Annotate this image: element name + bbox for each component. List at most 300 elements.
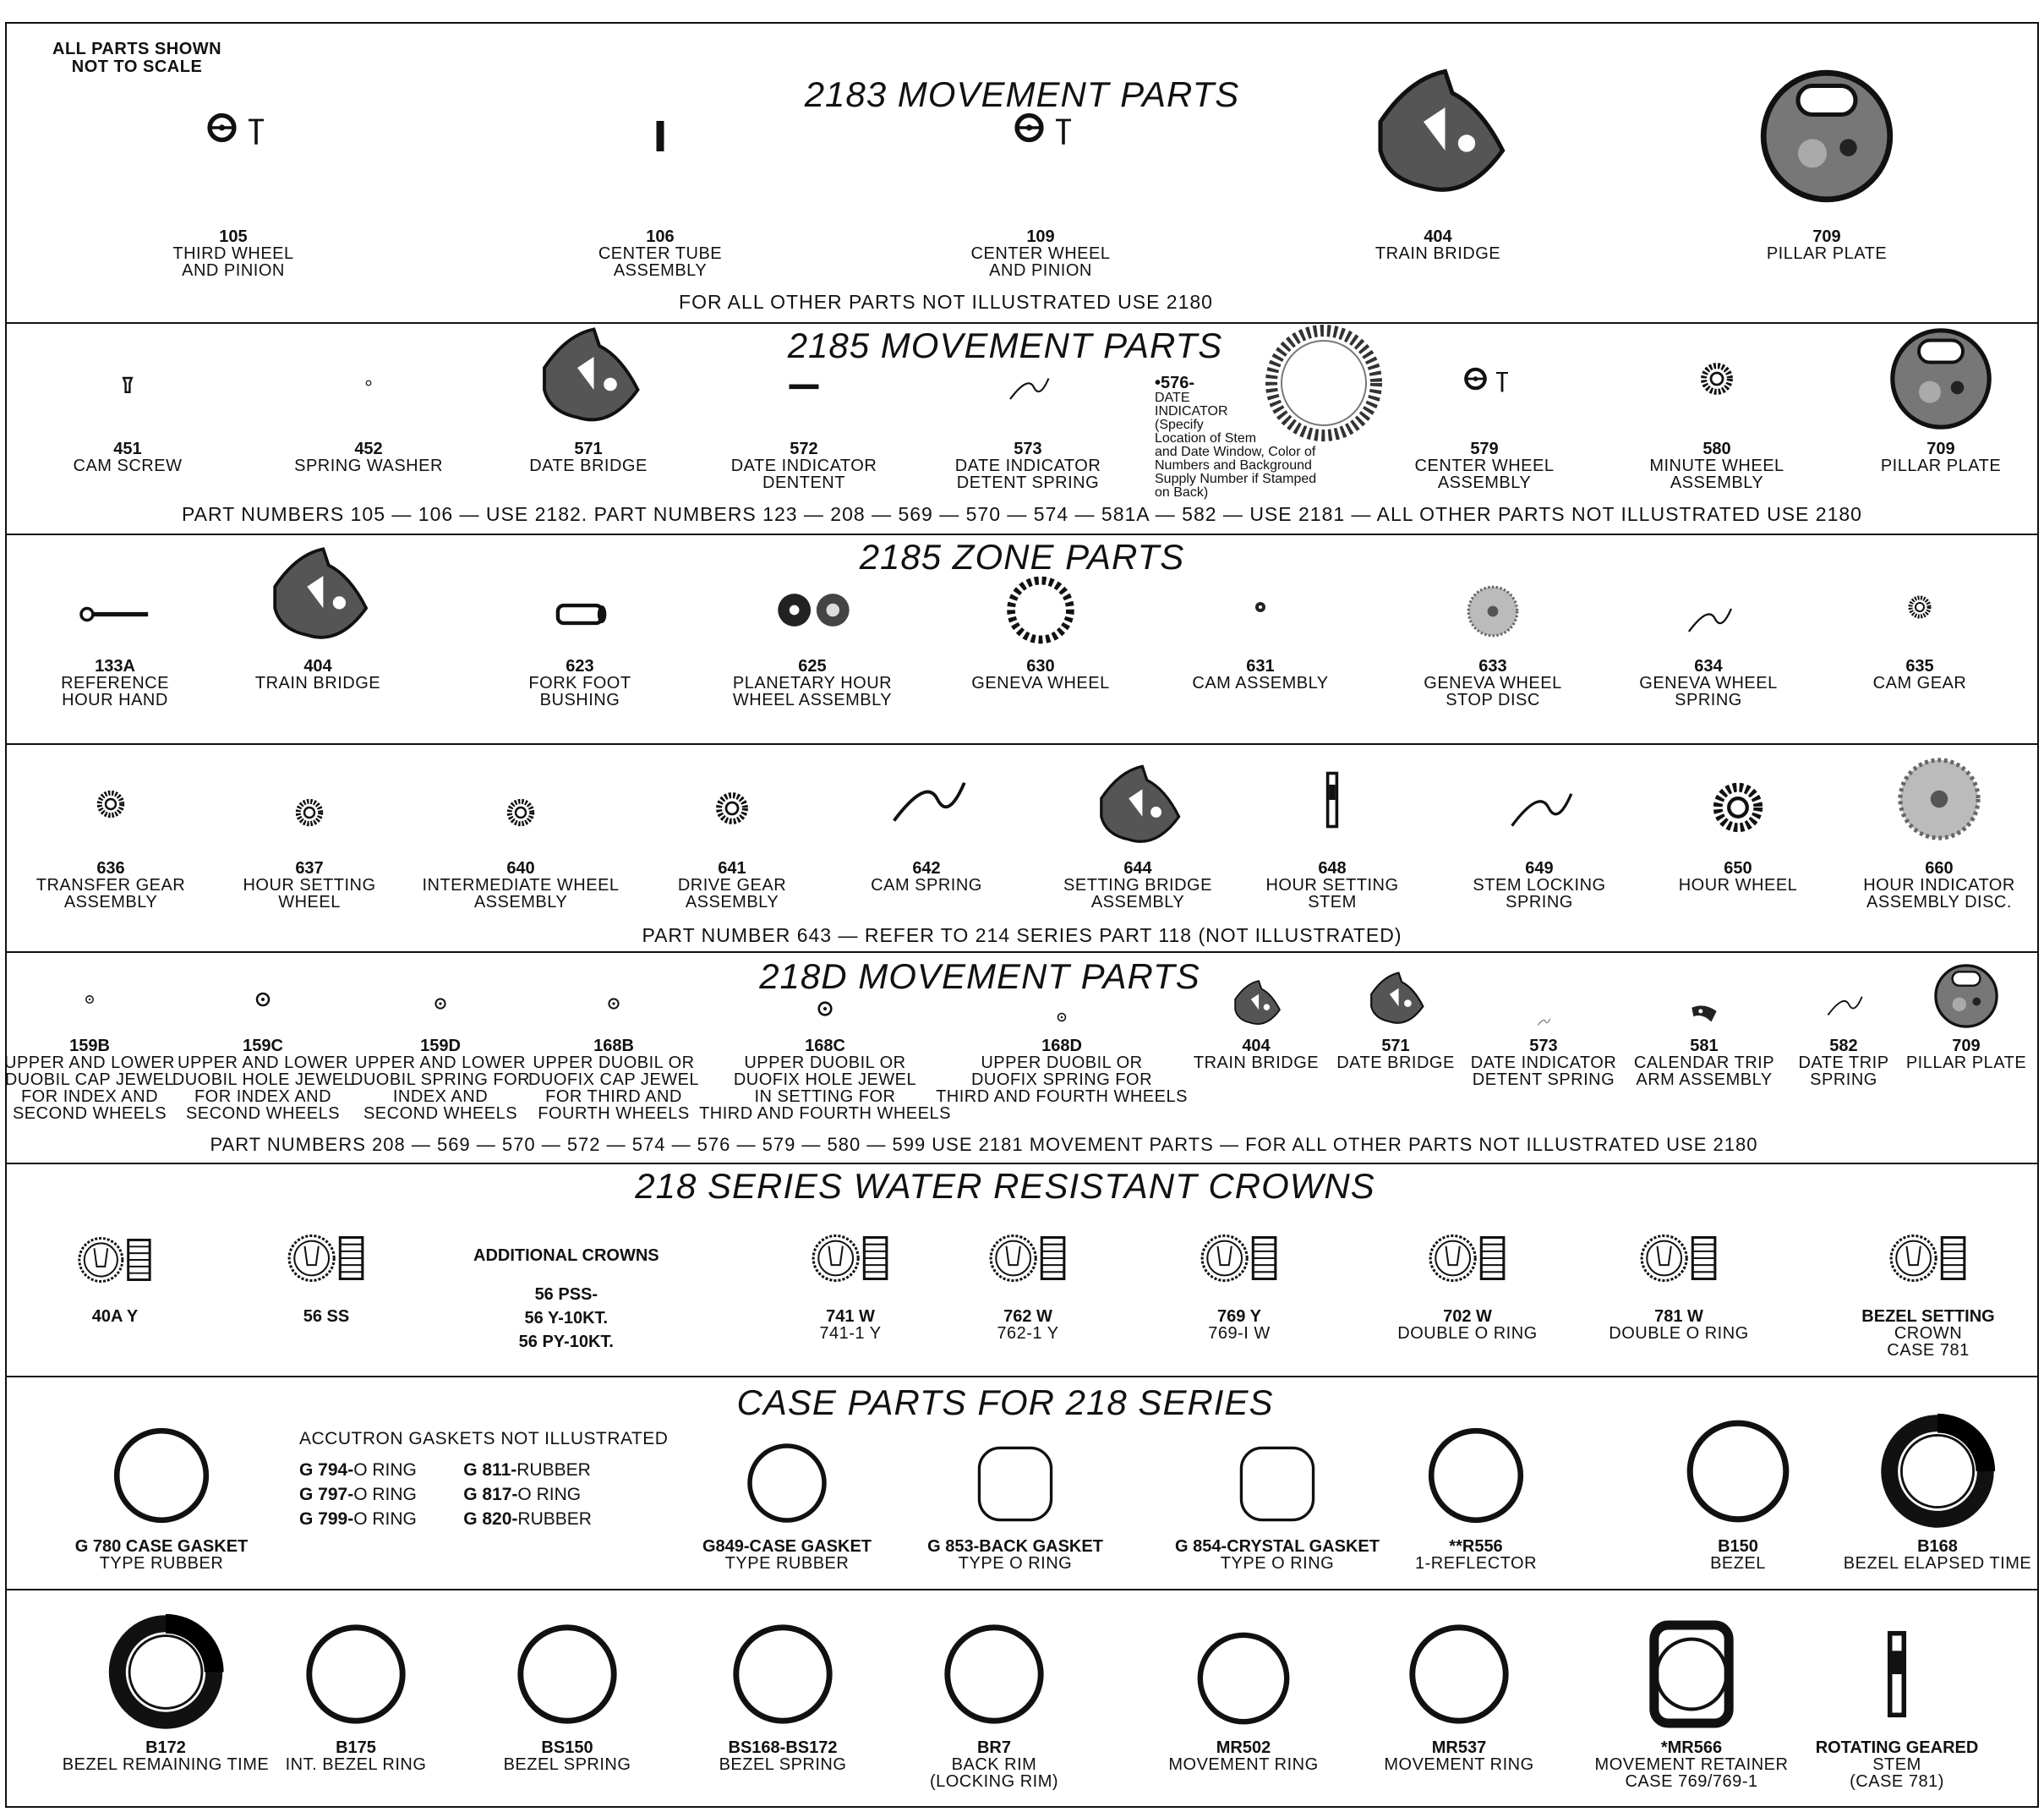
part-description: DETENT SPRING xyxy=(1472,1070,1615,1089)
part-description: INTERMEDIATE WHEEL xyxy=(422,876,620,895)
part-description: HOUR WHEEL xyxy=(1678,876,1798,895)
part-item xyxy=(1470,1012,1617,1089)
bezel-icon xyxy=(98,1612,233,1733)
bridge-icon xyxy=(1087,762,1189,853)
spring-icon xyxy=(1522,1012,1565,1031)
part-number: 581 xyxy=(1690,1037,1719,1055)
section-2185-zone xyxy=(5,535,2039,745)
part-description: FORK FOOT xyxy=(528,674,631,693)
part-item xyxy=(36,779,186,911)
jewel-icon xyxy=(424,987,457,1021)
part-item xyxy=(732,569,893,709)
ring-icon xyxy=(935,1616,1053,1733)
part-description: SPRING xyxy=(1506,893,1573,911)
part-number: G 853-BACK GASKET xyxy=(927,1537,1103,1556)
part-description: TRANSFER GEAR xyxy=(36,876,186,895)
part-description: DOUBLE O RING xyxy=(1609,1324,1749,1343)
spring-icon xyxy=(1675,586,1742,651)
bridge-icon xyxy=(242,544,394,651)
gear-icon xyxy=(85,779,136,829)
part-number: 633 xyxy=(1478,657,1507,676)
date-indicator-note-line: DATE xyxy=(1155,391,1190,405)
part-description: HOUR SETTING xyxy=(1265,876,1399,895)
part-description: HOUR HAND xyxy=(62,691,168,709)
part-number: B175 xyxy=(336,1738,376,1757)
bridge-icon xyxy=(1366,64,1510,208)
part-description: UPPER DUOBIL OR xyxy=(533,1054,695,1072)
crown-icon xyxy=(969,1215,1087,1301)
bridge-icon xyxy=(533,324,643,434)
part-number: B150 xyxy=(1718,1537,1758,1556)
part-number: 641 xyxy=(718,859,746,878)
section-218d-movement xyxy=(5,953,2039,1164)
part-description: DATE INDICATOR xyxy=(730,457,877,475)
part-description: BEZEL xyxy=(1710,1554,1766,1573)
date-indicator-note-line: (Specify xyxy=(1155,418,1204,432)
part-number: 105 xyxy=(219,227,248,246)
part-description: TRAIN BRIDGE xyxy=(254,674,381,693)
part-item xyxy=(243,787,376,911)
part-description: WHEEL xyxy=(278,893,341,911)
spring-icon xyxy=(998,358,1058,417)
part-item xyxy=(1755,64,1899,263)
ring-icon xyxy=(102,1420,221,1531)
crown-icon xyxy=(1865,1215,1992,1301)
part-description: DUOBIL CAP JEWEL xyxy=(4,1070,175,1089)
part-number: 168C xyxy=(805,1037,845,1055)
part-item xyxy=(1863,745,2015,911)
plate-icon xyxy=(1877,324,2004,434)
date-indicator-note-line: on Back) xyxy=(1155,485,1209,500)
section-bezels-rings xyxy=(5,1590,2039,1808)
jewel-icon xyxy=(77,987,102,1012)
part-description: UPPER AND LOWER xyxy=(178,1054,348,1072)
part-item xyxy=(285,1616,427,1774)
part-item xyxy=(954,358,1101,492)
part-description: TRAIN BRIDGE xyxy=(1375,244,1501,263)
part-item xyxy=(1609,1215,1749,1343)
tube-icon xyxy=(622,98,698,174)
part-description: (LOCKING RIM) xyxy=(929,1772,1059,1791)
part-description: MINUTE WHEEL xyxy=(1649,457,1784,475)
part-item xyxy=(1414,349,1555,492)
part-description: PLANETARY HOUR xyxy=(732,674,893,693)
part-item xyxy=(1424,578,1562,709)
part-item xyxy=(1384,1616,1534,1774)
part-description: 741-1 Y xyxy=(819,1324,882,1343)
arm-icon xyxy=(1675,995,1734,1031)
part-number: 649 xyxy=(1525,859,1554,878)
section-footer: PART NUMBERS 105 — 106 — USE 2182. PART NUMBERS 123 — 208 — 569 — 570 — 574 — 581A — 582 — USE 2181 — ALL OTHER PARTS NOT ILLUSTRATED USE 2180 xyxy=(182,503,1862,525)
part-item xyxy=(172,90,294,280)
bushing-icon xyxy=(529,578,631,651)
part-item xyxy=(598,98,723,280)
date-indicator-note-line: Location of Stem xyxy=(1155,431,1257,446)
crown-icon xyxy=(267,1215,385,1301)
part-item xyxy=(528,578,631,709)
part-description: REFERENCE xyxy=(61,674,169,693)
part-description: HOUR SETTING xyxy=(243,876,376,895)
part-item xyxy=(1639,586,1778,709)
ring-icon xyxy=(508,1616,626,1733)
part-item xyxy=(936,1004,1188,1106)
part-item xyxy=(1899,961,2034,1072)
part-item xyxy=(1193,978,1320,1072)
part-description: PILLAR PLATE xyxy=(1905,1054,2027,1072)
part-description: MOVEMENT RING xyxy=(1168,1755,1319,1774)
part-description: DATE INDICATOR xyxy=(1470,1054,1617,1072)
plate-icon xyxy=(1755,64,1899,208)
part-description: 762-1 Y xyxy=(997,1324,1059,1343)
part-description: PILLAR PLATE xyxy=(1880,457,2002,475)
part-item xyxy=(1168,1624,1319,1774)
jewel-icon xyxy=(800,987,850,1031)
section-2185-zone-cont xyxy=(5,745,2039,953)
part-description: ASSEMBLY DISC. xyxy=(1866,893,2012,911)
part-item xyxy=(1815,1616,1979,1791)
part-description: STEM xyxy=(1308,893,1357,911)
part-description: DOUBLE O RING xyxy=(1397,1324,1538,1343)
gear-icon xyxy=(1899,586,1941,628)
part-description: SETTING BRIDGE xyxy=(1063,876,1212,895)
part-number: 106 xyxy=(646,227,675,246)
gear-icon xyxy=(702,779,762,838)
part-number: 709 xyxy=(1952,1037,1981,1055)
bridge-icon xyxy=(1201,978,1311,1031)
part-description: TYPE O RING xyxy=(1220,1554,1335,1573)
part-number: MR502 xyxy=(1216,1738,1271,1757)
part-description: BACK RIM xyxy=(951,1755,1037,1774)
part-description: FOR THIRD AND xyxy=(545,1087,682,1106)
part-description: ASSEMBLY xyxy=(685,893,779,911)
part-description: DATE INDICATOR xyxy=(954,457,1101,475)
part-item xyxy=(1798,978,1889,1089)
part-item xyxy=(719,1616,847,1774)
date-indicator-ring-icon xyxy=(1265,324,1383,442)
part-number: 56 SS xyxy=(303,1307,350,1326)
gasket-row xyxy=(299,1482,668,1507)
stem-icon xyxy=(1834,1616,1960,1733)
section-footer: FOR ALL OTHER PARTS NOT ILLUSTRATED USE 2180 xyxy=(679,291,1213,313)
part-number: BS150 xyxy=(541,1738,593,1757)
part-number: 582 xyxy=(1829,1037,1858,1055)
geneva-icon xyxy=(994,569,1087,651)
part-number: 637 xyxy=(295,859,324,878)
part-description: ASSEMBLY xyxy=(613,261,708,280)
part-description: STEM xyxy=(1872,1755,1921,1774)
washer-icon xyxy=(352,366,385,400)
crown-icon xyxy=(791,1215,910,1301)
part-description: DATE TRIP xyxy=(1798,1054,1889,1072)
part-item xyxy=(350,987,531,1123)
part-number: 404 xyxy=(303,657,332,676)
part-number: BS168-BS172 xyxy=(728,1738,838,1757)
part-item xyxy=(503,1616,631,1774)
gasket-code: G 820- xyxy=(463,1509,518,1529)
part-description: ASSEMBLY xyxy=(1670,474,1764,492)
part-description: DUOFIX SPRING FOR xyxy=(970,1070,1153,1089)
section-case-parts xyxy=(5,1377,2039,1590)
part-number: B168 xyxy=(1917,1537,1958,1556)
part-number: G 854-CRYSTAL GASKET xyxy=(1175,1537,1380,1556)
cam-icon xyxy=(1239,586,1282,628)
part-description: STOP DISC xyxy=(1446,691,1540,709)
ring-icon xyxy=(292,1616,419,1733)
part-description: DATE BRIDGE xyxy=(1336,1054,1455,1072)
additional-crowns: ADDITIONAL CROWNS 56 PSS- 56 Y-10KT. 56 PY-10KT. xyxy=(473,1246,659,1351)
part-number: 168D xyxy=(1041,1037,1082,1055)
part-description: CASE 781 xyxy=(1887,1341,1970,1360)
section-title: 2183 MOVEMENT PARTS xyxy=(804,74,1240,114)
part-item xyxy=(1180,1215,1298,1343)
crown-icon xyxy=(1404,1215,1531,1301)
gasket-row xyxy=(299,1458,668,1482)
section-title: CASE PARTS FOR 218 SERIES xyxy=(736,1382,1274,1422)
part-number: 580 xyxy=(1702,440,1731,458)
part-item xyxy=(1675,1411,1801,1573)
part-description: BUSHING xyxy=(539,691,620,709)
part-item xyxy=(1594,1616,1789,1791)
part-description: WHEEL ASSEMBLY xyxy=(732,691,893,709)
part-description: SPRING WASHER xyxy=(294,457,443,475)
scale-note: ALL PARTS SHOWN NOT TO SCALE xyxy=(52,40,222,76)
part-item xyxy=(929,1616,1059,1791)
gasket-icon xyxy=(1218,1437,1336,1531)
part-item xyxy=(677,779,787,911)
part-number: 159B xyxy=(69,1037,110,1055)
gasket-type: O RING xyxy=(353,1509,417,1529)
part-number: 571 xyxy=(574,440,603,458)
part-number: 404 xyxy=(1242,1037,1271,1055)
bezel-icon xyxy=(1874,1411,2001,1531)
ring-icon xyxy=(1675,1411,1801,1531)
part-number: 109 xyxy=(1026,227,1055,246)
part-number: 762 W xyxy=(1003,1307,1052,1326)
part-item xyxy=(74,1420,249,1573)
part-item xyxy=(527,987,700,1123)
part-number: G 780 CASE GASKET xyxy=(74,1537,249,1556)
part-number: 781 W xyxy=(1654,1307,1703,1326)
disc-icon xyxy=(1880,745,1998,853)
gasket-code: G 794- xyxy=(299,1460,354,1480)
part-description: DENTENT xyxy=(762,474,845,492)
part-description: CAM ASSEMBLY xyxy=(1192,674,1329,693)
part-description: TYPE RUBBER xyxy=(99,1554,224,1573)
part-item xyxy=(1843,1411,2032,1573)
part-number: **R556 xyxy=(1449,1537,1503,1556)
section-title: 218D MOVEMENT PARTS xyxy=(759,956,1200,996)
spring-icon xyxy=(855,745,998,853)
part-number: 636 xyxy=(96,859,125,878)
part-description: TYPE RUBBER xyxy=(724,1554,850,1573)
part-description: GENEVA WHEEL xyxy=(971,674,1110,693)
part-description: DETENT SPRING xyxy=(956,474,1100,492)
part-description: AND PINION xyxy=(182,261,285,280)
part-description: BEZEL SPRING xyxy=(719,1755,847,1774)
part-description: UPPER DUOBIL OR xyxy=(981,1054,1143,1072)
part-item xyxy=(56,1218,174,1326)
section-crowns xyxy=(5,1164,2039,1377)
screw-icon xyxy=(102,358,153,408)
part-number: 741 W xyxy=(826,1307,875,1326)
part-description: SECOND WHEELS xyxy=(363,1104,518,1123)
part-item xyxy=(1872,586,1967,693)
part-number: 623 xyxy=(566,657,594,676)
part-description: SECOND WHEELS xyxy=(185,1104,341,1123)
part-description: ASSEMBLY xyxy=(1090,893,1185,911)
part-item xyxy=(1366,64,1510,263)
gear-icon xyxy=(1691,762,1784,853)
gasket-row xyxy=(299,1507,668,1531)
part-description: INDEX AND xyxy=(392,1087,489,1106)
part-number: 159C xyxy=(243,1037,283,1055)
part-item xyxy=(971,569,1110,693)
date-indicator-note-line: Supply Number if Stamped xyxy=(1155,472,1317,486)
part-item xyxy=(702,1437,872,1573)
gasket-type: RUBBER xyxy=(517,1509,592,1529)
part-number: 133A xyxy=(95,657,135,676)
part-description: FOR INDEX AND xyxy=(194,1087,332,1106)
part-description: CASE 769/769-1 xyxy=(1625,1772,1758,1791)
part-item xyxy=(62,1612,270,1774)
date-indicator-note-line: INDICATOR xyxy=(1155,404,1228,419)
hand-icon xyxy=(68,578,161,651)
part-description: CENTER WHEEL xyxy=(1414,457,1555,475)
date-indicator-note: •576- DATE INDICATOR (Specify Location of Stem and Date Window, Color of Numbers and Background Supply Number if Stamped on Back) xyxy=(1155,374,1317,500)
part-description: STEM LOCKING xyxy=(1473,876,1606,895)
part-description: ASSEMBLY xyxy=(1437,474,1532,492)
gasket-type: O RING xyxy=(353,1485,417,1504)
part-item xyxy=(1678,762,1798,895)
part-number: *MR566 xyxy=(1660,1738,1723,1757)
part-item xyxy=(1397,1215,1538,1343)
part-description: THIRD AND FOURTH WHEELS xyxy=(699,1104,951,1123)
part-description: UPPER AND LOWER xyxy=(355,1054,526,1072)
retainer-icon xyxy=(1628,1616,1755,1733)
part-item xyxy=(1649,349,1784,492)
part-item xyxy=(1192,586,1329,693)
part-number: 159D xyxy=(420,1037,461,1055)
part-number: ROTATING GEARED xyxy=(1815,1738,1979,1757)
part-description: DUOFIX CAP JEWEL xyxy=(527,1070,700,1089)
gasket-code: G 799- xyxy=(299,1509,354,1529)
part-item xyxy=(73,358,183,475)
part-number: MR537 xyxy=(1431,1738,1487,1757)
part-number: 631 xyxy=(1246,657,1275,676)
part-item xyxy=(1413,1420,1539,1573)
bridge-icon xyxy=(1332,970,1459,1031)
part-number: 625 xyxy=(798,657,827,676)
part-number: G849-CASE GASKET xyxy=(702,1537,872,1556)
jewel-icon xyxy=(242,978,284,1021)
ring-icon xyxy=(724,1616,842,1733)
part-description: ASSEMBLY xyxy=(473,893,568,911)
part-number: 571 xyxy=(1381,1037,1410,1055)
gasket-code: G 811- xyxy=(463,1460,517,1480)
section-title: 2185 MOVEMENT PARTS xyxy=(787,326,1223,365)
jewel-icon xyxy=(1045,1004,1079,1031)
part-description: BEZEL ELAPSED TIME xyxy=(1843,1554,2032,1573)
part-number: 648 xyxy=(1318,859,1347,878)
part-number: 709 xyxy=(1926,440,1955,458)
part-number: BEZEL SETTING xyxy=(1861,1307,1995,1326)
part-description: UPPER DUOBIL OR xyxy=(744,1054,906,1072)
part-number: 702 W xyxy=(1443,1307,1492,1326)
part-description: GENEVA WHEEL xyxy=(1639,674,1778,693)
wheel-icon xyxy=(1003,90,1079,166)
gaskets-not-illustrated: ACCUTRON GASKETS NOT ILLUSTRATED G 794- O RING G 811- RUBBER G 797- O RING G 817- O RING G 799- O RING G 820- RUBBER xyxy=(299,1426,668,1531)
part-number: 579 xyxy=(1470,440,1499,458)
part-item xyxy=(1633,995,1775,1089)
part-number: 630 xyxy=(1026,657,1055,676)
part-number: 640 xyxy=(506,859,535,878)
part-description: CENTER WHEEL xyxy=(970,244,1111,263)
dentent-icon xyxy=(774,358,833,417)
spring-icon xyxy=(1493,762,1586,853)
part-description: DRIVE GEAR xyxy=(677,876,787,895)
ring-icon xyxy=(1400,1616,1518,1733)
part-description: TRAIN BRIDGE xyxy=(1193,1054,1320,1072)
part-item xyxy=(529,324,648,475)
part-description: DATE BRIDGE xyxy=(529,457,648,475)
part-item xyxy=(927,1437,1103,1573)
part-item xyxy=(1063,762,1212,911)
part-description: CAM SPRING xyxy=(871,876,982,895)
part-description: AND PINION xyxy=(989,261,1092,280)
section-title: 2185 ZONE PARTS xyxy=(859,537,1185,577)
part-description: FOR INDEX AND xyxy=(20,1087,159,1106)
gasket-type: O RING xyxy=(353,1460,417,1480)
gasket-code: G 797- xyxy=(299,1485,354,1504)
part-item xyxy=(172,978,354,1123)
part-number: 644 xyxy=(1123,859,1152,878)
section-footer: PART NUMBERS 208 — 569 — 570 — 572 — 574 — 576 — 579 — 580 — 599 USE 2181 MOVEMENT PARTS — FOR ALL OTHER PARTS NOT ILLUSTRATED USE 2180 xyxy=(210,1134,1758,1155)
part-description: HOUR INDICATOR xyxy=(1863,876,2015,895)
ring-icon xyxy=(741,1437,833,1530)
part-description: FOURTH WHEELS xyxy=(538,1104,690,1123)
part-item xyxy=(1861,1215,1995,1360)
gasket-code: G 817- xyxy=(463,1485,518,1504)
part-description: GENEVA WHEEL xyxy=(1424,674,1562,693)
part-description: CENTER TUBE xyxy=(598,244,723,263)
part-item xyxy=(1332,970,1459,1072)
part-number: 709 xyxy=(1812,227,1841,246)
stem-icon xyxy=(1294,762,1370,838)
part-description: MOVEMENT RETAINER xyxy=(1594,1755,1789,1774)
part-description: (CASE 781) xyxy=(1850,1772,1944,1791)
part-item xyxy=(1265,762,1399,911)
part-item xyxy=(969,1215,1087,1343)
part-item xyxy=(4,987,175,1123)
gear-icon xyxy=(284,787,335,838)
part-description: PILLAR PLATE xyxy=(1766,244,1888,263)
part-description: ASSEMBLY xyxy=(63,893,158,911)
gasket-type: O RING xyxy=(517,1485,582,1504)
part-number: 650 xyxy=(1724,859,1752,878)
part-description: CAM GEAR xyxy=(1872,674,1967,693)
part-number: 451 xyxy=(113,440,142,458)
date-indicator-note-line: and Date Window, Color of xyxy=(1155,445,1316,459)
part-item xyxy=(61,578,169,709)
disc-icon xyxy=(1459,578,1527,645)
part-number: 573 xyxy=(1529,1037,1558,1055)
part-description: IN SETTING FOR xyxy=(754,1087,896,1106)
part-number: 452 xyxy=(354,440,383,458)
part-number: 168B xyxy=(593,1037,634,1055)
part-description: MOVEMENT RING xyxy=(1384,1755,1534,1774)
part-item xyxy=(1175,1437,1380,1573)
section-footer: PART NUMBER 643 — REFER TO 214 SERIES PART 118 (NOT ILLUSTRATED) xyxy=(642,924,1402,946)
